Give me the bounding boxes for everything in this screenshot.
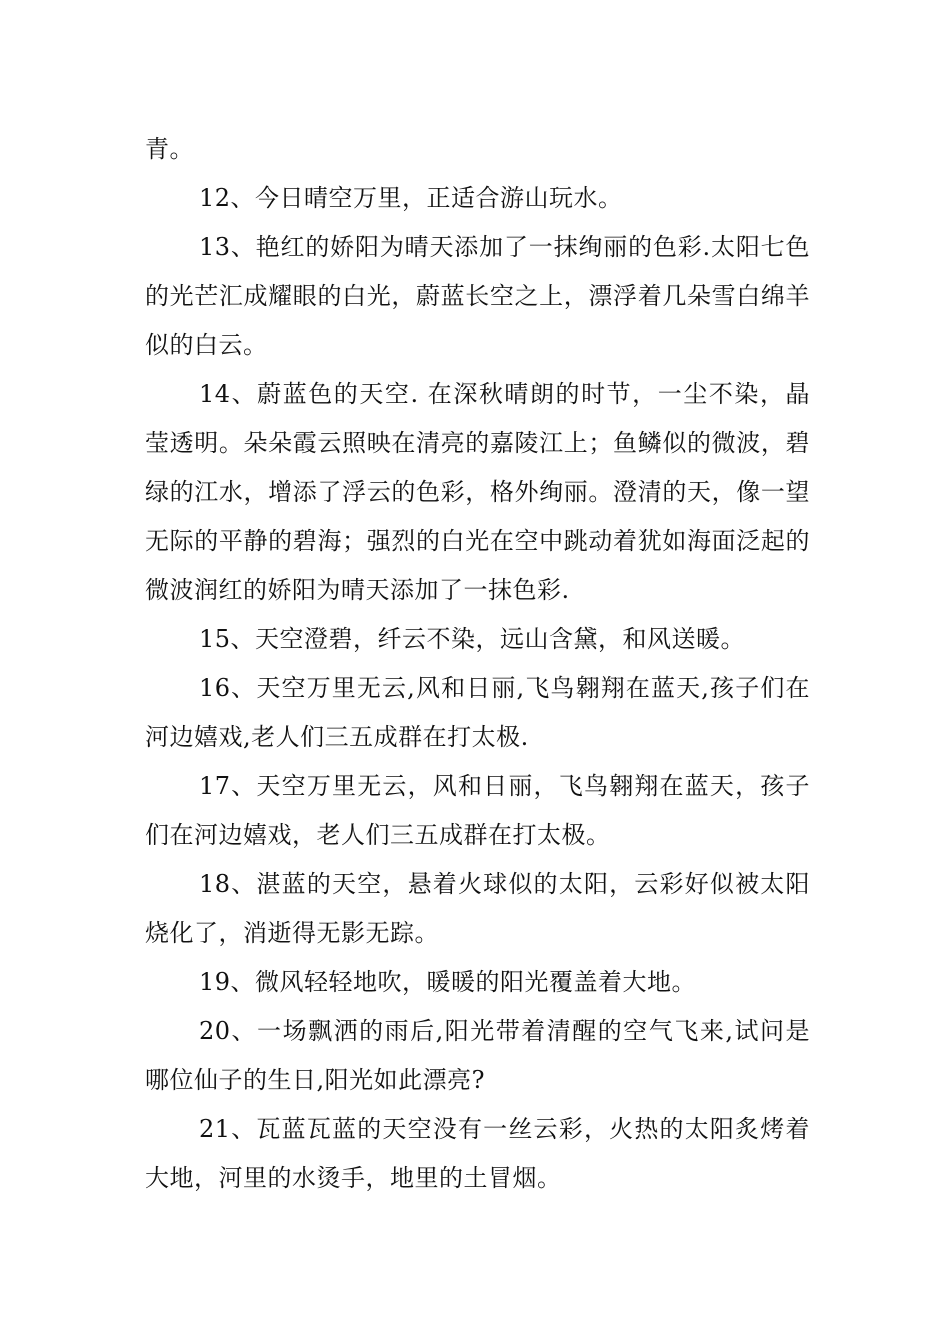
document-body bbox=[145, 125, 810, 1203]
paragraph-21: 21、瓦蓝瓦蓝的天空没有一丝云彩，火热的太阳炙烤着大地，河里的水烫手，地里的土冒烟。 bbox=[145, 1115, 810, 1192]
paragraph-14: 14、蔚蓝色的天空. 在深秋晴朗的时节，一尘不染，晶莹透明。朵朵霞云照映在清亮的嘉陵江上；鱼鳞似的微波，碧绿的江水，增添了浮云的色彩，格外绚丽。澄清的天，像一望无际的平静的碧海；强烈的白光在空中跳动着犹如海面泛起的微波润红的娇阳为晴天添加了一抹色彩. bbox=[145, 380, 810, 604]
paragraph-20: 20、一场飘洒的雨后,阳光带着清醒的空气飞来,试问是哪位仙子的生日,阳光如此漂亮? bbox=[145, 1017, 810, 1094]
paragraph-13: 13、艳红的娇阳为晴天添加了一抹绚丽的色彩.太阳七色的光芒汇成耀眼的白光，蔚蓝长空之上，漂浮着几朵雪白绵羊似的白云。 bbox=[145, 233, 810, 359]
paragraph-12: 12、今日晴空万里，正适合游山玩水。 bbox=[199, 184, 623, 212]
paragraph-17: 17、天空万里无云，风和日丽，飞鸟翱翔在蓝天，孩子们在河边嬉戏，老人们三五成群在打太极。 bbox=[145, 772, 810, 849]
paragraph-18: 18、湛蓝的天空，悬着火球似的太阳，云彩好似被太阳烧化了，消逝得无影无踪。 bbox=[145, 870, 810, 947]
paragraph-15: 15、天空澄碧，纤云不染，远山含黛，和风送暖。 bbox=[199, 625, 746, 653]
paragraph-0: 青。 bbox=[145, 135, 194, 163]
paragraph-16: 16、天空万里无云,风和日丽,飞鸟翱翔在蓝天,孩子们在河边嬉戏,老人们三五成群在打太极. bbox=[145, 674, 810, 751]
paragraph-19: 19、微风轻轻地吹，暖暖的阳光覆盖着大地。 bbox=[199, 968, 697, 996]
